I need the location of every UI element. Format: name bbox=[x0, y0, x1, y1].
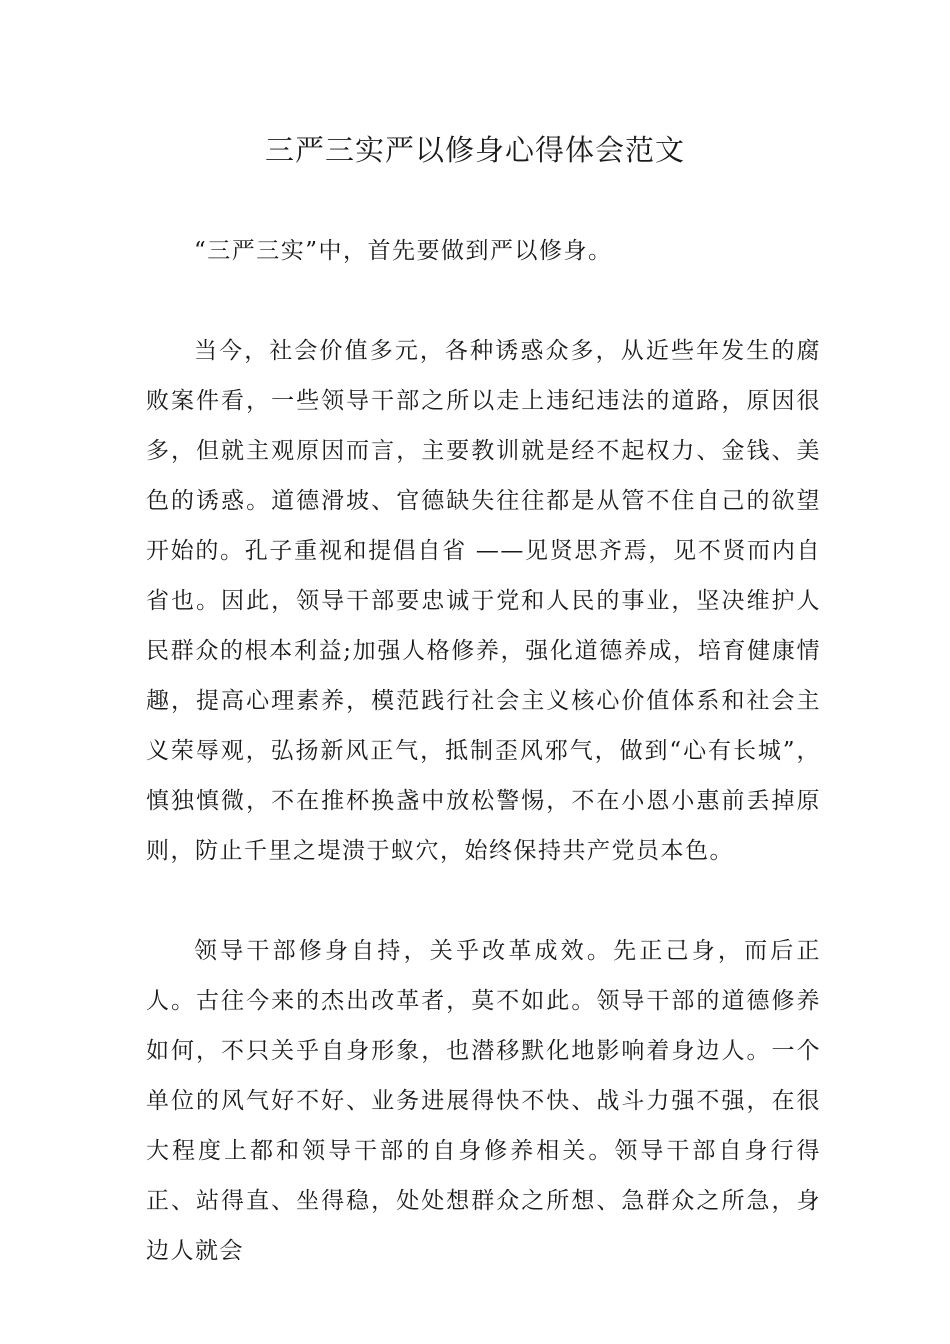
document-body bbox=[146, 226, 821, 1276]
document-title: 三严三实严以修身心得体会范文 bbox=[264, 133, 685, 167]
paragraph-temptation: 当今，社会价值多元，各种诱惑众多，从近些年发生的腐败案件看，一些领导干部之所以走上违纪违法的道路，原因很多，但就主观原因而言，主要教训就是经不起权力、金钱、美色的诱惑。道德滑坡、官德缺失往往都是从管不住自己的欲望开始的。孔子重视和提倡自省 ——见贤思齐焉，见不贤而内自省也。因此，领导干部要忠诚于党和人民的事业，坚决维护人民群众的根本利益;加强人格修养，强化道德养成，培育健康情趣，提高心理素养，模范践行社会主义核心价值体系和社会主义荣辱观，弘扬新风正气，抵制歪风邪气，做到“心有长城”，慎独慎微，不在推杯换盏中放松警惕，不在小恩小惠前丢掉原则，防止千里之堤溃于蚁穴，始终保持共产党员本色。 bbox=[146, 338, 821, 864]
paragraph-reform: 领导干部修身自持，关乎改革成效。先正己身，而后正人。古往今来的杰出改革者，莫不如此。领导干部的道德修养如何，不只关乎自身形象，也潜移默化地影响着身边人。一个单位的风气好不好、业务进展得快不快、战斗力强不强，在很大程度上都和领导干部的自身修养相关。领导干部自身行得正、站得直、坐得稳，处处想群众之所想、急群众之所急，身边人就会 bbox=[146, 938, 821, 1264]
paragraph-intro: “三严三实”中，首先要做到严以修身。 bbox=[194, 238, 613, 264]
